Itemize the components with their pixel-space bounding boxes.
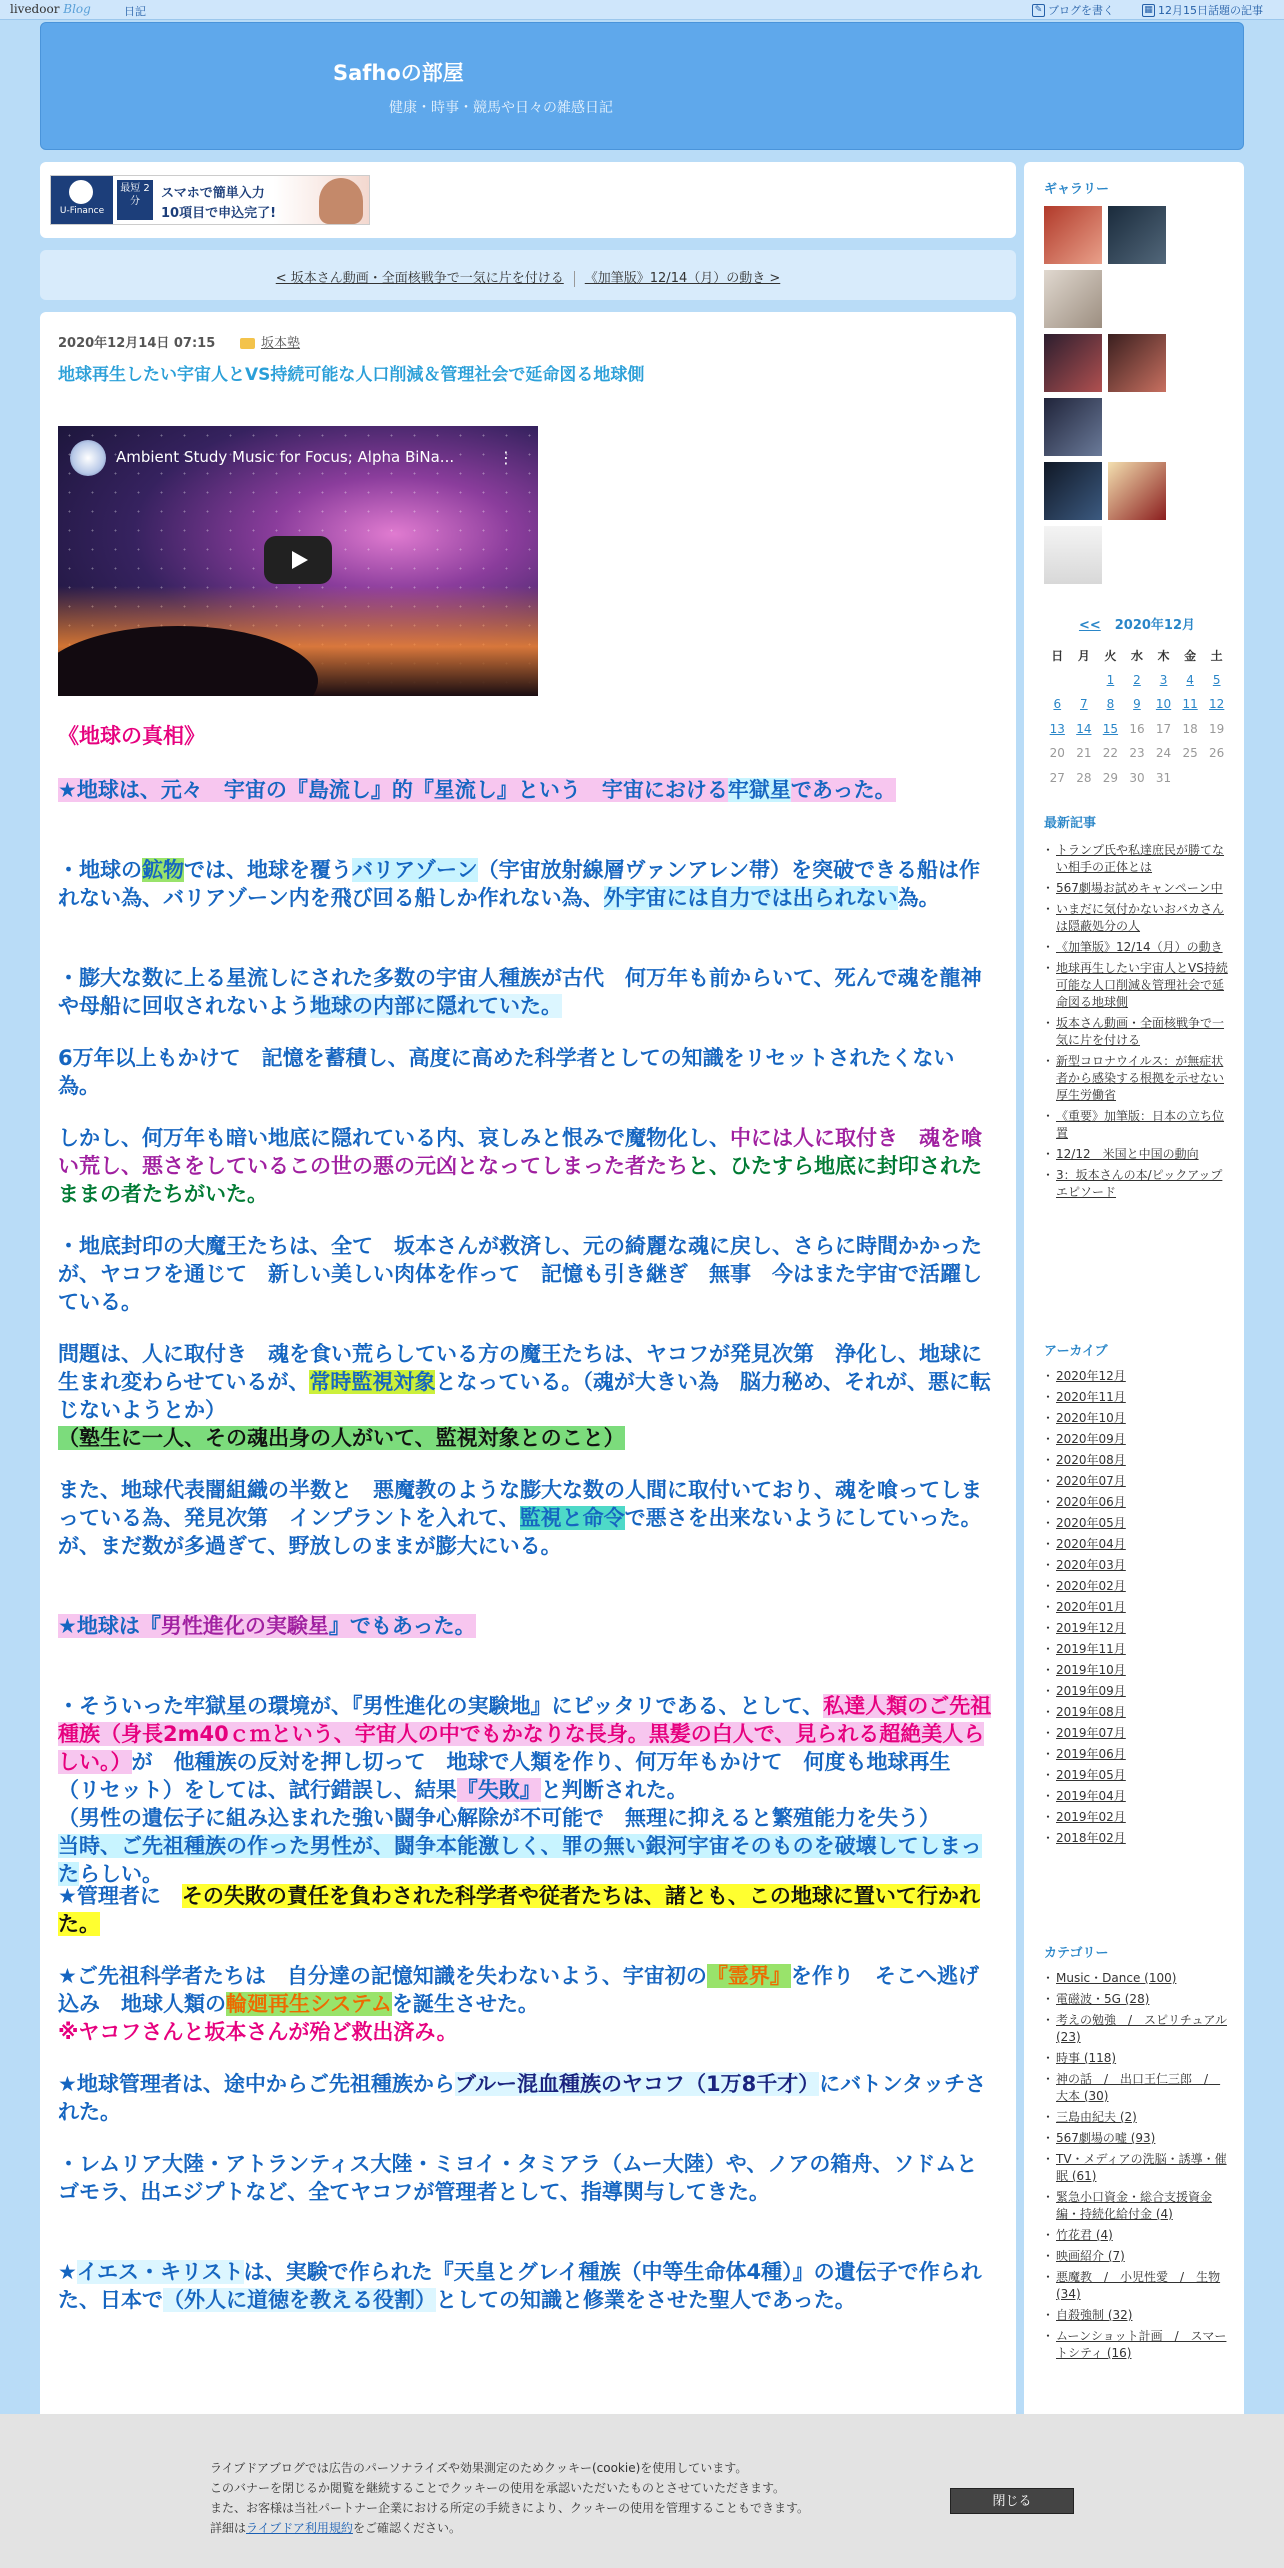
hot-topics-label: 12月15日話題の記事 <box>1158 4 1263 17</box>
archive-link[interactable]: 2020年11月 <box>1056 1390 1126 1404</box>
archive-item <box>1044 1704 1230 1721</box>
archive-link[interactable]: 2019年06月 <box>1056 1747 1126 1761</box>
logo-blog-text: Blog <box>63 2 91 16</box>
calendar-icon: ▦ <box>1142 4 1155 17</box>
ad-banner[interactable] <box>50 175 370 225</box>
calendar-day: 19 <box>1209 721 1225 736</box>
paragraph: ・そういった牢獄星の環境が、『男性進化の実験地』にピッタリである、として、私達人類のご先祖種族（身長2m40ｃｍという、宇宙人の中でもかなりな長身。黒髪の白人で、見られる超絶美人らしい。）が 他種族の反対を押し切って 地球で人類を作り、何万年もかけて 何度も地球再生（リセット）をしては、試行錯誤し、結果『失敗』と判断された。 （男性の遺伝子に組み込まれた強い闘争心解除が不可能で 無理に抑えると繁殖能力を失う） 当時、ご先祖種族の作った男性が、闘争本能激しく、罪の無い銀河宇宙そのものを破壊してしまったらしい。 <box>58 1694 992 1886</box>
archive-item <box>1044 1452 1230 1469</box>
category-link[interactable]: 緊急小口資金・総合支援資金編・持続化給付金 (4) <box>1056 2190 1213 2221</box>
category-link[interactable]: 竹花君 (4) <box>1056 2228 1113 2242</box>
video-title[interactable]: Ambient Study Music for Focus; Alpha BiNa... <box>116 448 455 466</box>
calendar-day <box>1071 668 1098 693</box>
category-link[interactable]: 三島由紀夫 (2) <box>1056 2110 1137 2124</box>
archive-link[interactable]: 2020年03月 <box>1056 1558 1126 1572</box>
archive-link[interactable]: 2019年11月 <box>1056 1642 1126 1656</box>
ad-model-image <box>319 178 363 224</box>
category-link[interactable]: 567劇場の嘘 (93) <box>1056 2131 1156 2145</box>
archive-link[interactable]: 2019年10月 <box>1056 1663 1126 1677</box>
calendar-weekday: 金 <box>1184 648 1197 663</box>
cookie-line: 詳細はライブドア利用規約をご確認ください。 <box>210 2521 461 2535</box>
logo-text: livedoor <box>10 2 60 16</box>
gallery-heading: ギャラリー <box>1044 182 1110 197</box>
calendar-day[interactable]: 15 <box>1102 721 1119 736</box>
recent-post-link[interactable]: いまだに気付かないおバカさんは隠蔽処分の人 <box>1056 902 1225 933</box>
archive-item <box>1044 1809 1230 1826</box>
calendar-table <box>1044 643 1230 790</box>
calendar-day[interactable]: 11 <box>1182 697 1198 712</box>
calendar-day <box>1203 766 1230 791</box>
recent-post-link[interactable]: 坂本さん動画・全面核戦争で一気に片を付ける <box>1056 1016 1225 1047</box>
calendar-day: 31 <box>1155 770 1172 785</box>
category-item <box>1044 2227 1230 2244</box>
category-link[interactable]: TV・メディアの洗脳・誘導・催眠 (61) <box>1056 2152 1227 2183</box>
category-item <box>1044 2130 1230 2147</box>
calendar-day[interactable]: 13 <box>1049 721 1065 736</box>
paragraph: ・地球の鉱物では、地球を覆うバリアゾーン（宇宙放射線層ヴァンアレン帯）を突破できる船は作れない為、バリアゾーン内を飛び回る船しか作れない為、外宇宙には自力では出られない為。 <box>58 858 981 910</box>
calendar-day[interactable]: 12 <box>1209 697 1225 712</box>
calendar-day: 23 <box>1129 746 1145 761</box>
calendar-prev-link[interactable]: << <box>1078 618 1101 633</box>
ufinance-mark-icon <box>69 180 93 204</box>
calendar-day: 21 <box>1076 746 1092 761</box>
calendar-weekday: 日 <box>1051 648 1064 663</box>
archive-item <box>1044 1767 1230 1784</box>
write-blog-label: ブログを書く <box>1048 4 1114 17</box>
archive-link[interactable]: 2020年07月 <box>1056 1474 1126 1488</box>
paragraph: ・膨大な数に上る星流しにされた多数の宇宙人種族が古代 何万年も前からいて、死んで魂を龍神や母船に回収されないよう地球の内部に隠れていた。 <box>58 966 982 1018</box>
hot-topics-link[interactable] <box>1142 2 1263 18</box>
gallery-thumb[interactable] <box>1044 398 1102 456</box>
category-link[interactable]: 坂本塾 <box>261 336 301 351</box>
category-link[interactable]: 考えの勉強 / スピリチュアル (23) <box>1056 2013 1227 2044</box>
calendar-day <box>1177 766 1204 791</box>
archive-link[interactable]: 2019年08月 <box>1056 1705 1126 1719</box>
calendar-day: 16 <box>1129 721 1145 736</box>
archive-item <box>1044 1683 1230 1700</box>
archive-item <box>1044 1368 1230 1385</box>
paragraph: 6万年以上もかけて 記憶を蓄積し、高度に高めた科学者としての知識をリセットされたくない為。 <box>58 1046 955 1098</box>
category-link[interactable]: 電磁波・5G (28) <box>1056 1992 1150 2006</box>
archive-heading: アーカイブ <box>1044 1344 1108 1359</box>
paragraph: ・レムリア大陸・アトランティス大陸・ミヨイ・タミアラ（ムー大陸）や、ノアの箱舟、ソドムとゴモラ、出エジプトなど、全てヤコフが管理者として、指導関与してきた。 <box>58 2152 978 2204</box>
post-date: 2020年12月14日 07:15 <box>58 336 216 351</box>
post-title[interactable]: 地球再生したい宇宙人とVS持続可能な人口削減＆管理社会で延命図る地球側 <box>58 365 645 385</box>
ufinance-logo <box>51 176 113 224</box>
gallery-thumb[interactable] <box>1044 462 1102 520</box>
archive-link[interactable]: 2020年09月 <box>1056 1432 1126 1446</box>
youtube-embed[interactable] <box>58 426 538 696</box>
cookie-banner <box>0 2414 1284 2568</box>
recent-post-item <box>1044 1167 1230 1201</box>
paragraph: ★管理者に その失敗の責任を負わされた科学者や従者たちは、諸とも、この地球に置いて行かれた。 <box>58 1884 980 1936</box>
recent-post-item <box>1044 939 1230 956</box>
archive-item <box>1044 1473 1230 1490</box>
category-item <box>1044 1970 1230 1987</box>
category-link[interactable]: 時事 (118) <box>1056 2051 1117 2065</box>
archive-link[interactable]: 2020年06月 <box>1056 1495 1126 1509</box>
recent-post-item <box>1044 1015 1230 1049</box>
archive-link[interactable]: 2020年08月 <box>1056 1453 1126 1467</box>
paragraph: しかし、何万年も暗い地底に隠れている内、哀しみと恨みで魔物化し、中には人に取付き 魂を喰い荒し、悪さをしているこの世の悪の元凶となってしまった者たちと、ひたすら地底に封印されたままの者たちがいた。 <box>58 1126 982 1206</box>
recent-post-item <box>1044 1053 1230 1104</box>
recent-post-link[interactable]: トランプ氏や私達庶民が勝てない相手の正体とは <box>1056 843 1225 874</box>
calendar-day <box>1044 668 1071 693</box>
paragraph: ★地球は、元々 宇宙の『島流し』的『星流し』という 宇宙における牢獄星であった。 <box>58 778 896 802</box>
recent-post-item <box>1044 1108 1230 1142</box>
category-item <box>1044 2248 1230 2265</box>
livedoor-logo[interactable] <box>10 2 91 16</box>
category-item <box>1044 2269 1230 2303</box>
calendar-day[interactable]: 7 <box>1080 697 1088 712</box>
category-item <box>1044 2307 1230 2324</box>
paragraph: ・地底封印の大魔王たちは、全て 坂本さんが救済し、元の綺麗な魂に戻し、さらに時間かかったが、ヤコフを通じて 新しい美しい肉体を作って 記憶も引き継ぎ 無事 今はまた宇宙で活躍している。 <box>58 1234 982 1314</box>
calendar-weekday: 月 <box>1077 648 1090 663</box>
calendar-weekday: 火 <box>1104 648 1117 663</box>
ad-line-2: 10項目で申込完了! <box>161 206 277 221</box>
calendar <box>1044 614 1230 790</box>
archive-link[interactable]: 2019年09月 <box>1056 1684 1126 1698</box>
diary-link[interactable]: 日記 <box>124 5 146 18</box>
pencil-icon: ✎ <box>1032 4 1045 17</box>
calendar-day[interactable]: 8 <box>1106 697 1115 712</box>
archive-item <box>1044 1641 1230 1658</box>
paragraph: ★ご先祖科学者たちは 自分達の記憶知識を失わないよう、宇宙初の『霊界』を作り そこへ逃げ込み 地球人類の輪廻再生システムを誕生させた。 ※ヤコフさんと坂本さんが殆ど救出済み。 <box>58 1964 979 2044</box>
calendar-day[interactable]: 9 <box>1133 697 1141 712</box>
recent-post-item <box>1044 901 1230 935</box>
calendar-day: 28 <box>1076 770 1092 785</box>
recent-post-link[interactable]: 12/12 米国と中国の動向 <box>1056 1147 1199 1161</box>
calendar-day[interactable]: 4 <box>1186 672 1194 687</box>
calendar-day[interactable]: 3 <box>1159 672 1168 687</box>
gallery-thumb[interactable] <box>1108 334 1166 392</box>
recent-post-item <box>1044 880 1230 897</box>
cookie-line: ライブドアブログでは広告のパーソナライズや効果測定のためクッキー(cookie)を使用しています。 <box>210 2461 748 2475</box>
archive-link[interactable]: 2019年05月 <box>1056 1768 1126 1782</box>
blog-title[interactable]: Safhoの部屋 <box>333 61 464 85</box>
calendar-day[interactable]: 1 <box>1106 672 1115 687</box>
recent-heading: 最新記事 <box>1044 816 1097 831</box>
top-bar <box>0 0 1284 20</box>
recent-post-link[interactable]: 《加筆版》12/14（月）の動き <box>1056 940 1223 954</box>
more-options-icon[interactable]: ⋮ <box>498 448 514 467</box>
category-item <box>1044 2189 1230 2223</box>
calendar-weekday: 木 <box>1157 648 1170 663</box>
next-post-link[interactable]: 《加筆版》12/14（月）の動き > <box>584 271 781 286</box>
recent-post-link[interactable]: 《重要》加筆版：日本の立ち位置 <box>1056 1109 1225 1140</box>
archive-item <box>1044 1494 1230 1511</box>
archive-item <box>1044 1557 1230 1574</box>
archive-link[interactable]: 2019年04月 <box>1056 1789 1126 1803</box>
category-link[interactable]: 悪魔教 / 小児性愛 / 生物 (34) <box>1056 2270 1221 2301</box>
archive-link[interactable]: 2020年12月 <box>1056 1369 1126 1383</box>
archive-link[interactable]: 2019年12月 <box>1056 1621 1126 1635</box>
calendar-day: 18 <box>1182 721 1198 736</box>
channel-avatar[interactable] <box>70 440 106 476</box>
calendar-day: 29 <box>1102 770 1119 785</box>
calendar-weekday: 土 <box>1210 648 1223 663</box>
recent-post-link[interactable]: 3：坂本さんの本/ピックアップエピソード <box>1056 1168 1223 1199</box>
cookie-close-button[interactable]: 閉じる <box>950 2488 1074 2514</box>
archive-item <box>1044 1620 1230 1637</box>
archive-list <box>1044 1368 1230 1851</box>
archive-item <box>1044 1536 1230 1553</box>
category-link[interactable]: 自殺強制 (32) <box>1056 2308 1133 2322</box>
archive-item <box>1044 1389 1230 1406</box>
ad-brand: U-Finance <box>59 206 105 216</box>
archive-link[interactable]: 2018年02月 <box>1056 1831 1126 1845</box>
calendar-day[interactable]: 5 <box>1212 672 1221 687</box>
archive-item <box>1044 1725 1230 1742</box>
archive-link[interactable]: 2020年04月 <box>1056 1537 1126 1551</box>
calendar-day: 25 <box>1182 746 1198 761</box>
calendar-day: 30 <box>1129 770 1145 785</box>
paragraph: 問題は、人に取付き 魂を食い荒らしている方の魔王たちは、ヤコフが発見次第 浄化し、地球に生まれ変わらせているが、常時監視対象となっている。（魂が大きい為 脳力秘め、それが、悪に転じないようとか） （塾生に一人、その魂出身の人がいて、監視対象とのこと） <box>58 1342 992 1450</box>
blog-header <box>40 22 1244 150</box>
terms-link[interactable]: ライブドア利用規約 <box>246 2521 353 2535</box>
recent-post-link[interactable]: 地球再生したい宇宙人とVS持続可能な人口削減＆管理社会で延命図る地球側 <box>1056 961 1228 1009</box>
category-item <box>1044 2071 1230 2105</box>
archive-item <box>1044 1431 1230 1448</box>
calendar-weekday: 水 <box>1130 648 1143 663</box>
article <box>40 312 1016 2568</box>
archive-item <box>1044 1515 1230 1532</box>
category-link[interactable]: ムーンショット計画 / スマートシティ (16) <box>1056 2329 1227 2360</box>
prev-post-link[interactable]: < 坂本さん動画・全面核戦争で一気に片を付ける <box>275 271 564 286</box>
category-list <box>1044 1970 1230 2366</box>
paragraph: また、地球代表闇組織の半数と 悪魔教のような膨大な数の人間に取付いており、魂を喰ってしまっている為、発見次第 インプラントを入れて、監視と命令で悪さを出来ないようにしていった。 が、まだ数が多過ぎて、野放しのままが膨大にいる。 <box>58 1478 982 1558</box>
archive-item <box>1044 1578 1230 1595</box>
archive-item <box>1044 1788 1230 1805</box>
recent-post-link[interactable]: 新型コロナウイルス：が無症状者から感染する根拠を示せない厚生労働省 <box>1056 1054 1225 1102</box>
category-item <box>1044 2328 1230 2362</box>
calendar-day: 27 <box>1049 770 1065 785</box>
calendar-day: 20 <box>1049 746 1065 761</box>
cookie-line: また、お客様は当社パートナー企業における所定の手続きにより、クッキーの使用を管理することもできます。 <box>210 2501 810 2515</box>
calendar-day: 26 <box>1209 746 1225 761</box>
category-link[interactable]: 映画紹介 (7) <box>1056 2249 1125 2263</box>
cookie-text <box>210 2458 809 2538</box>
calendar-day[interactable]: 2 <box>1133 672 1141 687</box>
post-navigation <box>40 250 1016 300</box>
category-link[interactable]: Music・Dance (100) <box>1056 1971 1177 1985</box>
archive-link[interactable]: 2020年02月 <box>1056 1579 1126 1593</box>
cookie-line: このバナーを閉じるか閲覧を継続することでクッキーの使用を承認いただいたものとさせていただきます。 <box>210 2481 786 2495</box>
ad-badge: 最短 2分 <box>117 180 153 220</box>
gallery-thumb[interactable] <box>1044 270 1102 328</box>
gallery-thumb[interactable] <box>1044 334 1102 392</box>
archive-link[interactable]: 2020年05月 <box>1056 1516 1126 1530</box>
category-item <box>1044 2050 1230 2067</box>
archive-item <box>1044 1410 1230 1427</box>
paragraph: ★イエス・キリストは、実験で作られた『天皇とグレイ種族（中等生命体4種）』の遺伝子で作られた、日本で（外人に道徳を教える役割）としての知識と修業をさせた聖人であった。 <box>58 2260 982 2312</box>
paragraph: ★地球は『男性進化の実験星』でもあった。 <box>58 1614 476 1638</box>
calendar-day: 17 <box>1155 721 1172 736</box>
nav-divider <box>574 271 575 287</box>
archive-item <box>1044 1662 1230 1679</box>
blog-subtitle: 健康・時事・競馬や日々の雑感日記 <box>389 100 613 116</box>
archive-link[interactable]: 2019年07月 <box>1056 1726 1126 1740</box>
recent-post-item <box>1044 842 1230 876</box>
section-heading: 《地球の真相》 <box>58 724 205 748</box>
recent-post-item <box>1044 960 1230 1011</box>
archive-item <box>1044 1746 1230 1763</box>
archive-link[interactable]: 2020年01月 <box>1056 1600 1126 1614</box>
category-item <box>1044 2109 1230 2126</box>
calendar-day: 22 <box>1102 746 1119 761</box>
category-item <box>1044 2151 1230 2185</box>
sidebar <box>1024 162 1244 2568</box>
gallery-thumb[interactable] <box>1108 462 1166 520</box>
calendar-month: 2020年12月 <box>1114 618 1196 633</box>
paragraph: ★地球管理者は、途中からご先祖種族からブルー混血種族のヤコフ（1万8千才）にバトンタッチされた。 <box>58 2072 986 2124</box>
write-blog-link[interactable] <box>1032 2 1114 18</box>
archive-link[interactable]: 2020年10月 <box>1056 1411 1126 1425</box>
post-category <box>240 332 300 351</box>
calendar-day: 24 <box>1155 746 1172 761</box>
gallery-thumb[interactable] <box>1044 206 1102 264</box>
ad-box <box>40 162 1016 238</box>
recent-posts-list <box>1044 842 1230 1205</box>
category-item <box>1044 2012 1230 2046</box>
category-link[interactable]: 神の話 / 出口王仁三郎 / 大本 (30) <box>1056 2072 1221 2103</box>
calendar-day[interactable]: 6 <box>1053 697 1062 712</box>
play-button[interactable] <box>264 536 332 584</box>
category-heading: カテゴリー <box>1044 1946 1109 1961</box>
archive-item <box>1044 1830 1230 1847</box>
calendar-day[interactable]: 14 <box>1076 721 1092 736</box>
gallery-thumb[interactable] <box>1044 526 1102 584</box>
calendar-day[interactable]: 10 <box>1155 697 1172 712</box>
ad-line-1: スマホで簡単入力 <box>161 186 265 201</box>
recent-post-link[interactable]: 567劇場お試めキャンペーン中 <box>1056 881 1223 895</box>
recent-post-item <box>1044 1146 1230 1163</box>
gallery-thumb[interactable] <box>1108 206 1166 264</box>
folder-icon <box>240 338 255 349</box>
archive-item <box>1044 1599 1230 1616</box>
category-item <box>1044 1991 1230 2008</box>
archive-link[interactable]: 2019年02月 <box>1056 1810 1126 1824</box>
